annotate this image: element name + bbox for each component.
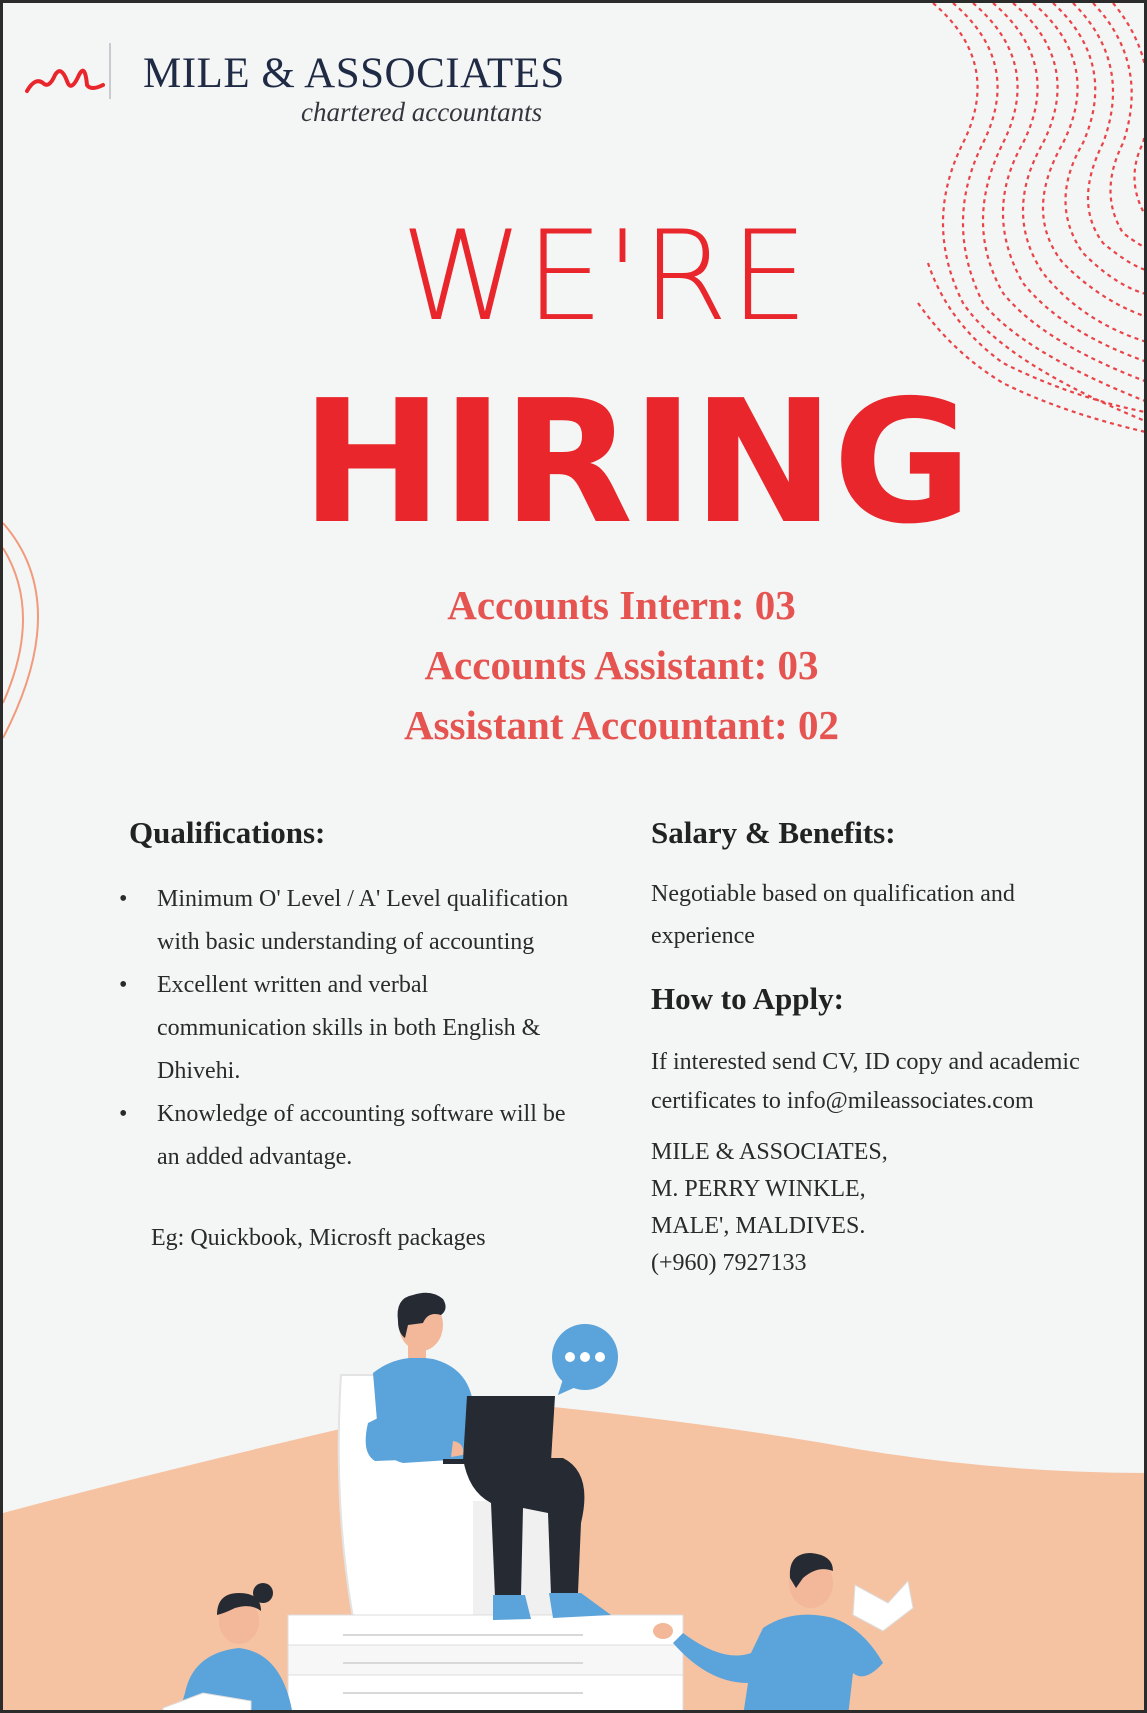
- address-block: [651, 1134, 1141, 1282]
- logo-divider: [109, 43, 111, 99]
- phone-number: (+960) 7927133: [651, 1250, 807, 1276]
- qualification-item: • Minimum O' Level / A' Level qualification with basic understanding of accounting: [119, 878, 579, 964]
- qualification-item: • Excellent written and verbal communication skills in both English & Dhivehi.: [119, 964, 579, 1093]
- headline-hiring: HIRING: [300, 364, 971, 562]
- company-tagline: chartered accountants: [301, 97, 543, 127]
- address-line: MALE', MALDIVES.: [651, 1213, 866, 1239]
- position-item: Accounts Assistant: 03: [424, 642, 819, 688]
- qualification-item: • Knowledge of accounting software will be an added advantage.: [119, 1093, 579, 1179]
- position-item: Accounts Intern: 03: [447, 582, 796, 628]
- position-item: Assistant Accountant: 02: [403, 702, 840, 748]
- headline-were: WE'RE: [400, 205, 811, 349]
- qualifications-heading: Qualifications:: [129, 815, 326, 850]
- company-name: MILE & ASSOCIATES: [143, 50, 565, 97]
- apply-text: If interested send CV, ID copy and academic certificates to info@mileassociates.com: [651, 1049, 1080, 1114]
- m-brush-logo-icon: [25, 47, 105, 103]
- qualifications-list: [119, 878, 579, 1179]
- salary-text: Negotiable based on qualification and experience: [651, 881, 1015, 949]
- salary-heading: Salary & Benefits:: [651, 815, 896, 850]
- chat-bubble-icon: [552, 1324, 618, 1395]
- book-stack-illustration: [288, 1615, 683, 1713]
- apply-heading: How to Apply:: [651, 981, 844, 1016]
- address-line: MILE & ASSOCIATES,: [651, 1139, 888, 1165]
- address-line: M. PERRY WINKLE,: [651, 1176, 866, 1202]
- positions-list: [3, 575, 1147, 755]
- software-example: Eg: Quickbook, Microsft packages: [151, 1225, 486, 1251]
